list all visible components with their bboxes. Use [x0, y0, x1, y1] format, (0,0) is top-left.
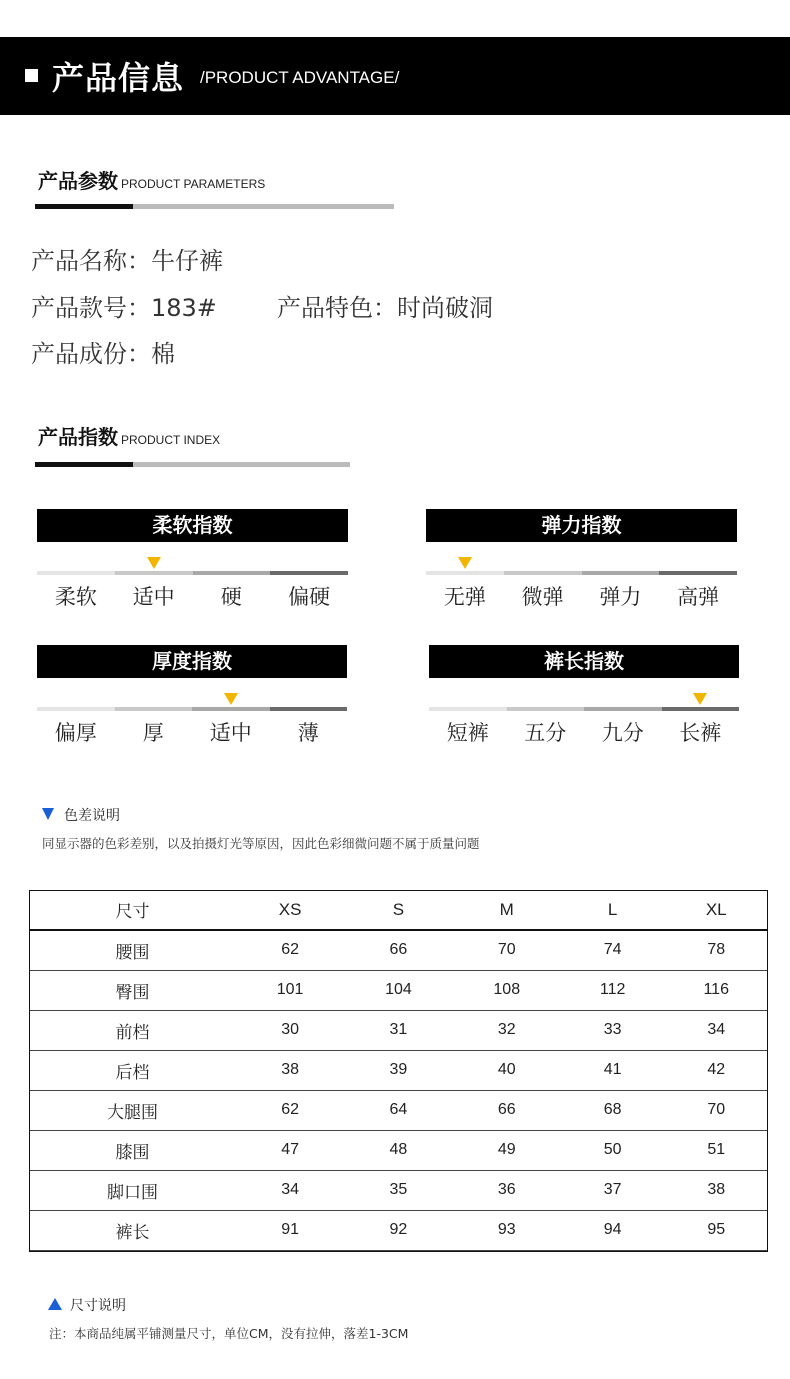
- table-header-cell: L: [561, 890, 665, 930]
- table-row: [29, 1090, 768, 1130]
- index-marker-icon: [224, 693, 238, 705]
- table-cell: 34: [664, 1010, 768, 1050]
- table-cell: 95: [664, 1210, 768, 1250]
- index-title: 柔软指数: [37, 509, 348, 542]
- index-label: 短裤: [446, 721, 489, 745]
- table-row: [29, 1050, 768, 1090]
- table-row: [29, 930, 768, 970]
- table-header-cell: XL: [664, 890, 768, 930]
- index-label: 薄: [297, 721, 319, 745]
- table-cell: 36: [453, 1170, 561, 1210]
- table-cell: 104: [344, 970, 452, 1010]
- color-note-title: 色差说明: [64, 808, 120, 824]
- index-section-divider: [35, 462, 350, 467]
- row-label-cell: 后档: [29, 1050, 236, 1090]
- table-cell: 32: [453, 1010, 561, 1050]
- triangle-up-icon: [48, 1298, 62, 1310]
- param-name: 产品名称：牛仔裤: [31, 247, 223, 275]
- index-marker-icon: [147, 557, 161, 569]
- table-cell: 70: [664, 1090, 768, 1130]
- table-cell: 68: [561, 1090, 665, 1130]
- table-cell: 94: [561, 1210, 665, 1250]
- table-row: [29, 1010, 768, 1050]
- row-label-cell: 裤长: [29, 1210, 236, 1250]
- triangle-down-icon: [42, 808, 54, 820]
- index-label: 微弹: [521, 585, 564, 609]
- row-label-cell: 前档: [29, 1010, 236, 1050]
- table-cell: 62: [236, 930, 344, 970]
- table-header-cell: XS: [236, 890, 344, 930]
- row-label-cell: 腰围: [29, 930, 236, 970]
- index-marker-icon: [458, 557, 472, 569]
- index-label: 弹力: [599, 585, 642, 609]
- size-note-text: 注：本商品纯属平铺测量尺寸，单位CM，没有拉伸，落差1-3CM: [49, 1326, 409, 1341]
- banner-title: 产品信息: [52, 59, 185, 97]
- table-row: [29, 970, 768, 1010]
- table-cell: 51: [664, 1130, 768, 1170]
- index-marker-icon: [693, 693, 707, 705]
- table-cell: 112: [561, 970, 665, 1010]
- table-row: [29, 1130, 768, 1170]
- index-label: 硬: [220, 585, 242, 609]
- table-cell: 116: [664, 970, 768, 1010]
- table-cell: 64: [344, 1090, 452, 1130]
- param-feature: 产品特色：时尚破洞: [277, 294, 493, 322]
- index-track: [429, 707, 739, 711]
- table-cell: 101: [236, 970, 344, 1010]
- index-title: 厚度指数: [37, 645, 347, 678]
- index-elasticity: [426, 509, 737, 609]
- index-track: [426, 571, 737, 575]
- index-thickness: [37, 645, 347, 745]
- table-cell: 35: [344, 1170, 452, 1210]
- table-cell: 33: [561, 1010, 665, 1050]
- index-label: 高弹: [677, 585, 720, 609]
- color-note-text: 同显示器的色彩差别，以及拍摄灯光等原因，因此色彩细微问题不属于质量问题: [42, 836, 480, 851]
- index-label: 无弹: [443, 585, 486, 609]
- row-label-cell: 膝围: [29, 1130, 236, 1170]
- table-cell: 62: [236, 1090, 344, 1130]
- table-cell: 34: [236, 1170, 344, 1210]
- table-cell: 66: [344, 930, 452, 970]
- index-track: [37, 571, 348, 575]
- params-section-title: 产品参数: [38, 169, 118, 193]
- index-title: 裤长指数: [429, 645, 739, 678]
- table-cell: 93: [453, 1210, 561, 1250]
- index-title: 弹力指数: [426, 509, 737, 542]
- size-table: [29, 890, 768, 1251]
- index-track: [37, 707, 347, 711]
- table-header-cell: M: [453, 890, 561, 930]
- table-cell: 78: [664, 930, 768, 970]
- row-label-cell: 大腿围: [29, 1090, 236, 1130]
- square-icon: [25, 69, 38, 82]
- table-cell: 40: [453, 1050, 561, 1090]
- table-header-row: [29, 890, 768, 930]
- table-cell: 108: [453, 970, 561, 1010]
- index-label: 五分: [524, 721, 567, 745]
- banner-subtitle: /PRODUCT ADVANTAGE/: [200, 68, 400, 87]
- table-cell: 47: [236, 1130, 344, 1170]
- index-label: 九分: [601, 721, 644, 745]
- index-section-heading: [38, 421, 220, 450]
- index-section-title: 产品指数: [38, 425, 118, 449]
- index-label: 适中: [209, 721, 252, 745]
- row-label-cell: 臀围: [29, 970, 236, 1010]
- table-cell: 38: [236, 1050, 344, 1090]
- index-label: 柔软: [54, 585, 97, 609]
- table-cell: 41: [561, 1050, 665, 1090]
- table-header-cell: 尺寸: [29, 890, 236, 930]
- table-row: [29, 1170, 768, 1210]
- size-note-title: 尺寸说明: [70, 1298, 126, 1314]
- index-label: 厚: [142, 721, 164, 745]
- index-label: 适中: [132, 585, 175, 609]
- index-label: 长裤: [679, 721, 722, 745]
- param-material: 产品成份：棉: [31, 340, 175, 368]
- index-label: 偏硬: [288, 585, 331, 609]
- table-cell: 38: [664, 1170, 768, 1210]
- row-label-cell: 脚口围: [29, 1170, 236, 1210]
- table-cell: 37: [561, 1170, 665, 1210]
- params-section-divider: [35, 204, 394, 209]
- param-model: 产品款号：183#: [31, 294, 217, 322]
- table-cell: 50: [561, 1130, 665, 1170]
- table-cell: 42: [664, 1050, 768, 1090]
- header-banner: [0, 37, 790, 115]
- table-cell: 92: [344, 1210, 452, 1250]
- table-cell: 31: [344, 1010, 452, 1050]
- index-length: [429, 645, 739, 745]
- params-section-heading: [38, 165, 265, 194]
- index-label: 偏厚: [54, 721, 97, 745]
- index-section-subtitle: PRODUCT INDEX: [121, 433, 221, 447]
- table-cell: 48: [344, 1130, 452, 1170]
- table-cell: 74: [561, 930, 665, 970]
- table-header-cell: S: [344, 890, 452, 930]
- table-cell: 30: [236, 1010, 344, 1050]
- table-row: [29, 1210, 768, 1250]
- table-cell: 49: [453, 1130, 561, 1170]
- index-softness: [37, 509, 348, 609]
- table-cell: 70: [453, 930, 561, 970]
- table-cell: 39: [344, 1050, 452, 1090]
- table-cell: 66: [453, 1090, 561, 1130]
- table-cell: 91: [236, 1210, 344, 1250]
- params-section-subtitle: PRODUCT PARAMETERS: [121, 177, 266, 191]
